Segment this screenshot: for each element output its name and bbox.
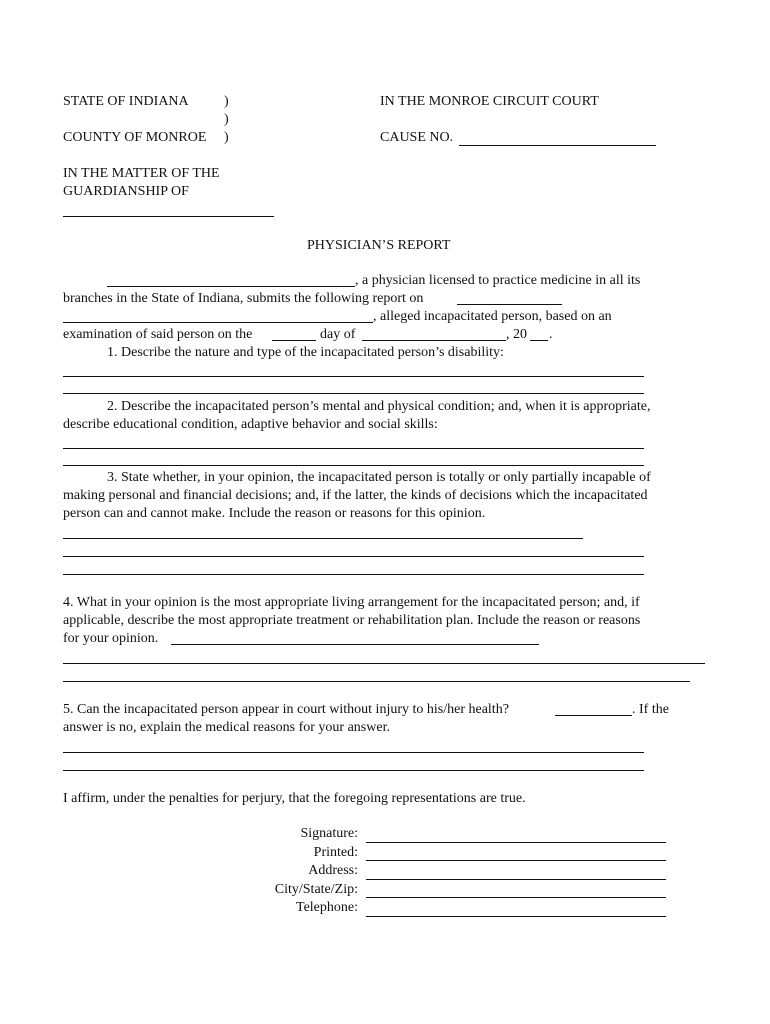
answer-4-line-1[interactable] bbox=[63, 663, 705, 664]
intro-text-4c: , 20 bbox=[506, 327, 527, 342]
caption-paren: ) bbox=[224, 130, 229, 145]
answer-1-line-2[interactable] bbox=[63, 393, 644, 394]
address-label: Address: bbox=[308, 863, 358, 878]
intro-text-4b: day of bbox=[320, 327, 356, 342]
caption-paren: ) bbox=[224, 112, 229, 127]
intro-text-1: , a physician licensed to practice medicine in all its bbox=[355, 273, 641, 288]
state-label: STATE OF INDIANA bbox=[63, 94, 189, 109]
intro-text-3: , alleged incapacitated person, based on an bbox=[373, 309, 612, 324]
answer-1-line-1[interactable] bbox=[63, 376, 644, 377]
answer-4-inline[interactable] bbox=[171, 644, 539, 645]
question-3-line-2: making personal and financial decisions; and, if the latter, the kinds of decisions which the incapacitated bbox=[63, 488, 648, 503]
question-5-line-2: answer is no, explain the medical reasons for your answer. bbox=[63, 720, 390, 735]
answer-5-yes-no-field[interactable] bbox=[555, 715, 632, 716]
person-name-field[interactable] bbox=[63, 322, 373, 323]
telephone-field[interactable] bbox=[366, 916, 666, 917]
question-4-line-2: applicable, describe the most appropriate treatment or rehabilitation plan. Include the reason or reasons bbox=[63, 613, 641, 628]
county-label: COUNTY OF MONROE bbox=[63, 130, 207, 145]
printed-label: Printed: bbox=[313, 845, 358, 860]
telephone-label: Telephone: bbox=[296, 900, 358, 915]
signature-field[interactable] bbox=[366, 842, 666, 843]
city-state-zip-field[interactable] bbox=[366, 897, 666, 898]
guardianship-name-field[interactable] bbox=[63, 216, 274, 217]
intro-text-2: branches in the State of Indiana, submits the following report on bbox=[63, 291, 424, 306]
exam-year-field[interactable] bbox=[530, 340, 548, 341]
exam-day-field[interactable] bbox=[272, 340, 316, 341]
physician-name-field[interactable] bbox=[107, 286, 355, 287]
question-5-line-1: 5. Can the incapacitated person appear in court without injury to his/her health? bbox=[63, 702, 509, 717]
address-field[interactable] bbox=[366, 879, 666, 880]
signature-label: Signature: bbox=[300, 826, 358, 841]
answer-2-line-1[interactable] bbox=[63, 448, 644, 449]
court-name: IN THE MONROE CIRCUIT COURT bbox=[380, 94, 599, 109]
caption-paren: ) bbox=[224, 94, 229, 109]
question-4-line-3: for your opinion. bbox=[63, 631, 159, 646]
cause-label: CAUSE NO. bbox=[380, 130, 454, 145]
question-2-line-1: 2. Describe the incapacitated person’s mental and physical condition; and, when it is appropriate, bbox=[107, 399, 651, 414]
exam-month-field[interactable] bbox=[362, 340, 506, 341]
question-4-line-1: 4. What in your opinion is the most appropriate living arrangement for the incapacitated person; and, if bbox=[63, 595, 640, 610]
answer-5-line-1[interactable] bbox=[63, 752, 644, 753]
affirmation-text: I affirm, under the penalties for perjury, that the foregoing representations are true. bbox=[63, 791, 526, 806]
cause-number-field[interactable] bbox=[459, 145, 656, 146]
printed-name-field[interactable] bbox=[366, 860, 666, 861]
intro-text-4d: . bbox=[549, 327, 553, 342]
question-3-line-1: 3. State whether, in your opinion, the incapacitated person is totally or only partially incapable of bbox=[107, 470, 651, 485]
question-3-line-3: person can and cannot make. Include the reason or reasons for this opinion. bbox=[63, 506, 486, 521]
answer-3-line-2[interactable] bbox=[63, 556, 644, 557]
answer-4-line-2[interactable] bbox=[63, 681, 690, 682]
matter-line-1: IN THE MATTER OF THE bbox=[63, 166, 220, 181]
question-2-line-2: describe educational condition, adaptive behavior and social skills: bbox=[63, 417, 438, 432]
report-date-field[interactable] bbox=[457, 304, 562, 305]
city-state-zip-label: City/State/Zip: bbox=[274, 882, 358, 897]
matter-line-2: GUARDIANSHIP OF bbox=[63, 184, 189, 199]
question-5-if-text: . If the bbox=[632, 702, 669, 717]
intro-text-4a: examination of said person on the bbox=[63, 327, 253, 342]
answer-2-line-2[interactable] bbox=[63, 465, 644, 466]
answer-3-line-1[interactable] bbox=[63, 538, 583, 539]
answer-5-line-2[interactable] bbox=[63, 770, 644, 771]
question-1: 1. Describe the nature and type of the incapacitated person’s disability: bbox=[107, 345, 504, 360]
answer-3-line-3[interactable] bbox=[63, 574, 644, 575]
document-title: PHYSICIAN’S REPORT bbox=[307, 238, 451, 253]
